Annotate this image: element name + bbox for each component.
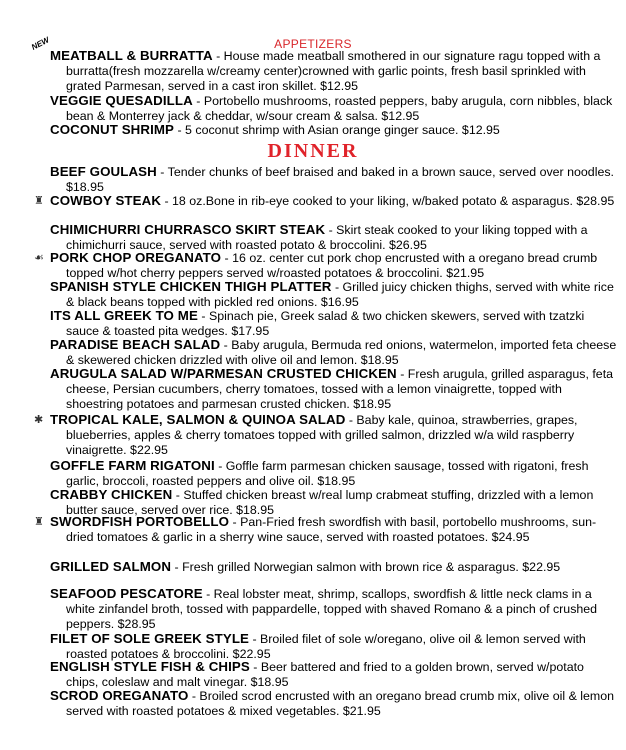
pork-icon: ☙ [34,252,44,264]
menu-item-pork-chop-oreganato [50,250,618,281]
menu-item-veggie-quesadilla [50,93,618,124]
item-desc: - 16 oz. center cut pork chop encrusted with a oregano bread crumb topped w/hot cherry peppers served w/roasted potatoes & broccolini. $21.95 [66,251,598,281]
menu-item-swordfish-portobello [50,514,618,545]
item-name: SEAFOOD PESCATORE [50,586,203,601]
item-desc: - Beer battered and fried to a golden brown, served w/potato chips, coleslaw and malt vinegar. $18.95 [66,660,584,690]
item-desc: - Fresh arugula, grilled asparagus, feta cheese, Persian cucumbers, cherry tomatoes, tossed with a lemon vinaigrette, topped with shoestring potatoes and parmesan crusted chicken. $18.95 [66,367,614,412]
item-desc: - House made meatball smothered in our signature ragu topped with a burratta(fresh mozzarella w/creamy center)crowned with garlic points, fresh basil sprinkled with grated Parmesan, served in a cast iron skillet. $12.95 [66,49,601,94]
item-desc: - Broiled scrod encrusted with an oregano bread crumb mix, olive oil & lemon served with roasted potatoes & mixed vegetables. $21.95 [66,689,615,719]
item-name: VEGGIE QUESADILLA [50,93,193,108]
item-desc: - Tender chunks of beef braised and baked in a brown sauce, served over noodles. $18.95 [66,165,614,195]
item-name: ARUGULA SALAD W/PARMESAN CRUSTED CHICKEN [50,366,397,381]
menu-item-fish-and-chips [50,659,618,690]
item-name: PARADISE BEACH SALAD [50,337,221,352]
item-desc: - Skirt steak cooked to your liking topped with a chimichurri sauce, served with roasted potato & broccolini. $26.95 [66,223,588,253]
item-name: SWORDFISH PORTOBELLO [50,514,230,529]
new-badge: NEW [30,35,51,52]
steak-icon: ♜ [34,195,44,207]
dinner-heading: DINNER [267,140,359,162]
item-desc: - Portobello mushrooms, roasted peppers, baby arugula, corn nibbles, black bean & Monterrey jack & cheddar, w/sour cream & salsa. $12.95 [66,94,613,124]
item-name: CHIMICHURRI CHURRASCO SKIRT STEAK [50,222,326,237]
menu-item-goffle-farm-rigatoni [50,458,618,489]
item-desc: - Real lobster meat, shrimp, scallops, swordfish & little neck clams in a white zinfandel broth, tossed with pappardelle, topped with shaved Romano & a pinch of crushed peppers. $28.95 [66,587,598,632]
item-desc: - Broiled filet of sole w/oregano, olive oil & lemon served with roasted potatoes & broccolini. $22.95 [66,632,586,662]
item-name: ITS ALL GREEK TO ME [50,308,198,323]
menu-item-beef-goulash [50,164,618,195]
item-desc: - Stuffed chicken breast w/real lump crabmeat stuffing, drizzled with a lemon butter sauce, served over rice. $18.95 [66,488,594,518]
menu-item-paradise-beach-salad [50,337,618,368]
item-name: SPANISH STYLE CHICKEN THIGH PLATTER [50,279,332,294]
item-name: SCROD OREGANATO [50,688,189,703]
item-desc: - Goffle farm parmesan chicken sausage, tossed with rigatoni, fresh garlic, broccoli, roasted peppers and olive oil. $18.95 [66,459,589,489]
menu-item-filet-of-sole [50,631,618,662]
palm-tree-icon: ✱ [34,414,44,426]
item-desc: - Spinach pie, Greek salad & two chicken skewers, served with tzatzki sauce & toasted pita wedges. $17.95 [66,309,585,339]
item-desc: - Baby arugula, Bermuda red onions, watermelon, imported feta cheese & skewered chicken drizzled with olive oil and lemon. $18.95 [66,338,617,368]
item-desc: - Baby kale, quinoa, strawberries, grapes, blueberries, apples & cherry tomatoes topped with grilled salmon, drizzled w/a wild raspberry vinaigrette. $22.95 [66,413,578,458]
item-desc: - 5 coconut shrimp with Asian orange ginger sauce. $12.95 [174,123,500,137]
item-name: FILET OF SOLE GREEK STYLE [50,631,250,646]
menu-item-cowboy-steak [50,193,618,209]
item-name: GOFFLE FARM RIGATONI [50,458,215,473]
menu-item-spanish-chicken-thigh [50,279,618,310]
item-name: CRABBY CHICKEN [50,487,173,502]
menu-item-chimichurri-skirt-steak [50,222,618,253]
chef-icon: ♜ [34,516,44,528]
appetizers-heading: APPETIZERS [274,37,352,51]
menu-item-meatball-burratta [50,48,618,95]
item-name: GRILLED SALMON [50,559,172,574]
item-name: BEEF GOULASH [50,164,157,179]
item-desc: - Fresh grilled Norwegian salmon with brown rice & asparagus. $22.95 [171,560,561,574]
menu-item-its-all-greek [50,308,618,339]
menu-item-arugula-salad [50,366,618,413]
item-name: COCONUT SHRIMP [50,122,175,137]
item-name: ENGLISH STYLE FISH & CHIPS [50,659,250,674]
menu-item-tropical-kale-salad [50,412,618,459]
item-desc: - Pan-Fried fresh swordfish with basil, portobello mushrooms, sun-dried tomatoes & garlic in a sherry wine sauce, served with roasted potatoes. $24.95 [66,515,597,545]
menu-item-grilled-salmon [50,559,618,575]
item-desc: - Grilled juicy chicken thighs, served with white rice & black beans topped with pickled red onions. $16.95 [66,280,614,310]
menu-item-scrod-oreganato [50,688,618,719]
item-name: COWBOY STEAK [50,193,162,208]
item-name: MEATBALL & BURRATTA [50,48,213,63]
item-desc: - 18 oz.Bone in rib-eye cooked to your liking, w/baked potato & asparagus. $28.95 [161,194,615,208]
menu-item-coconut-shrimp [50,122,618,138]
menu-item-seafood-pescatore [50,586,618,633]
item-name: PORK CHOP OREGANATO [50,250,222,265]
item-name: TROPICAL KALE, SALMON & QUINOA SALAD [50,412,346,427]
